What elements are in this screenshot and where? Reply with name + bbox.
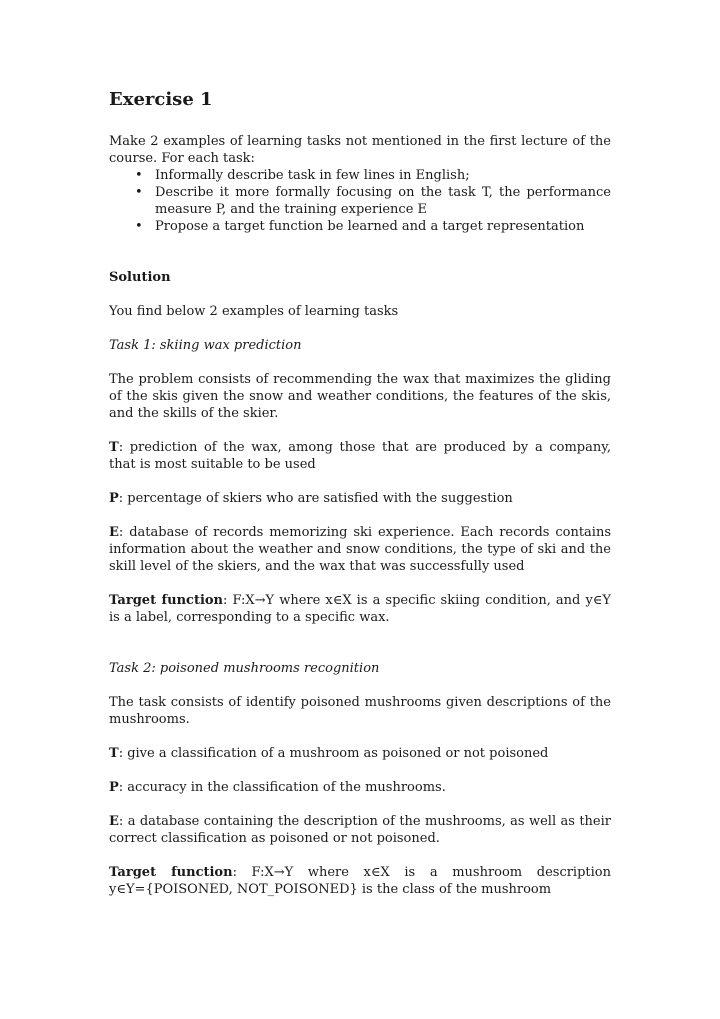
task1-e-label: E [109, 525, 119, 540]
task2-fn-text: : F:X→Y where x∈X is a mushroom description [232, 865, 611, 880]
solution-intro: You find below 2 examples of learning tasks [109, 304, 399, 319]
bullet-text: Describe it more formally focusing on the task T, the performance measure P, and the training experience E [155, 185, 611, 217]
task2-fn-paragraph [109, 864, 611, 881]
task1-p-paragraph [109, 490, 611, 507]
task1-t-paragraph [109, 439, 611, 473]
task2-t-paragraph [109, 745, 611, 762]
bullet-icon: • [135, 219, 143, 234]
bullet-item [135, 167, 611, 184]
task1-title: Task 1: skiing wax prediction [109, 338, 302, 353]
task1-p-text: : percentage of skiers who are satisfied with the suggestion [118, 491, 513, 506]
task2-t-text: : give a classification of a mushroom as poisoned or not poisoned [118, 746, 549, 761]
task1-fn-text: : F:X→Y where x∈X is a specific skiing condition, and y∈Y is a label, corresponding to a specific wax. [109, 593, 611, 625]
task1-e-paragraph [109, 524, 611, 575]
solution-heading: Solution [109, 270, 171, 285]
task2-p-label: P [109, 780, 119, 795]
task1-fn-paragraph [109, 592, 611, 626]
task2-t-label: T [109, 746, 119, 761]
bullet-icon: • [135, 168, 143, 183]
exercise-intro: Make 2 examples of learning tasks not mentioned in the first lecture of the course. For each task: [109, 134, 611, 166]
task2-title: Task 2: poisoned mushrooms recognition [109, 661, 380, 676]
task1-description: The problem consists of recommending the wax that maximizes the gliding of the skis given the snow and weather conditions, the features of the skis, and the skills of the skier. [109, 372, 611, 421]
document-page [109, 86, 611, 898]
exercise-bullet-list [109, 167, 611, 235]
task1-fn-label: Target function [109, 593, 224, 608]
bullet-text: Informally describe task in few lines in English; [155, 168, 470, 183]
bullet-icon: • [135, 185, 143, 200]
task2-fn-label: Target function [109, 865, 233, 880]
bullet-item [135, 218, 611, 235]
task2-e-text: : a database containing the description of the mushrooms, as well as their correct classification as poisoned or not poisoned. [109, 814, 611, 846]
task2-e-paragraph [109, 813, 611, 847]
task1-e-text: : database of records memorizing ski experience. Each records contains information about the weather and snow conditions, the type of ski and the skill level of the skiers, and the wax that was successfully used [109, 525, 611, 574]
task1-t-text: : prediction of the wax, among those that are produced by a company, that is most suitable to be used [109, 440, 611, 472]
bullet-item [135, 184, 611, 218]
task2-description: The task consists of identify poisoned mushrooms given descriptions of the mushrooms. [109, 695, 611, 727]
bullet-text: Propose a target function be learned and a target representation [155, 219, 585, 234]
exercise-title: Exercise 1 [109, 89, 213, 110]
task2-fn-continuation: y∈Y={POISONED, NOT_POISONED} is the class of the mushroom [109, 882, 552, 897]
task1-p-label: P [109, 491, 119, 506]
task1-t-label: T [109, 440, 119, 455]
task2-p-text: : accuracy in the classification of the mushrooms. [118, 780, 446, 795]
task2-p-paragraph [109, 779, 611, 796]
task2-e-label: E [109, 814, 119, 829]
